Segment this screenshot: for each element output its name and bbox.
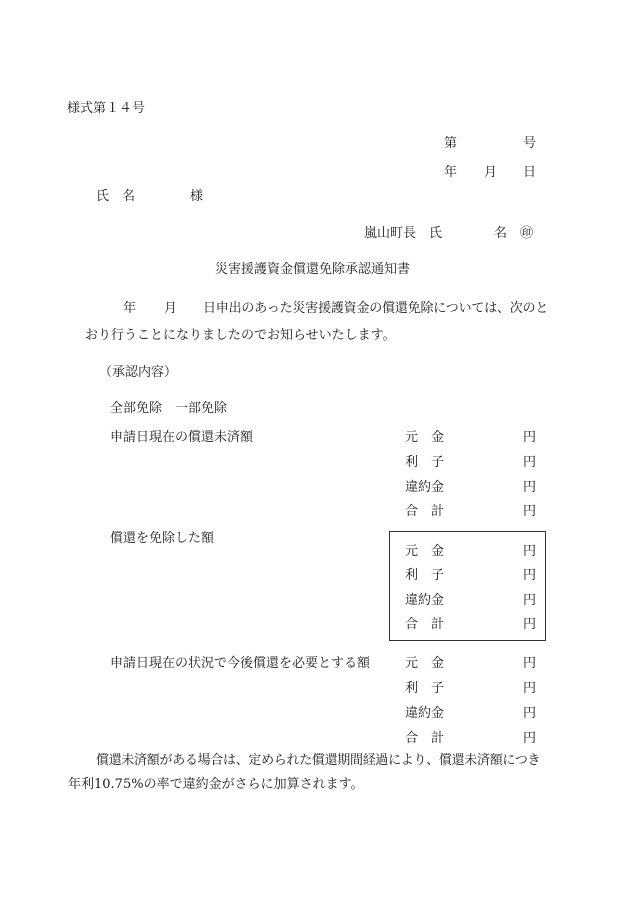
doc-number-go: 号: [523, 136, 537, 151]
unit-yen: 円: [523, 455, 537, 470]
sender-title: 嵐山町長 氏: [364, 226, 443, 241]
unit-yen: 円: [523, 593, 537, 608]
body-month: 月: [164, 301, 178, 316]
unit-yen: 円: [523, 568, 537, 583]
unit-yen: 円: [523, 480, 537, 495]
addressee-honorific: 様: [190, 189, 204, 204]
date-year: 年: [444, 165, 458, 180]
approval-heading: （承認内容）: [99, 365, 178, 380]
body-year: 年: [123, 301, 137, 316]
section-label-exempted: 償還を免除した額: [110, 531, 215, 546]
item-penalty: 違約金: [405, 480, 445, 495]
unit-yen: 円: [523, 504, 537, 519]
body-line-2: おり行うことになりましたのでお知らせいたします。: [85, 328, 396, 343]
item-principal: 元 金: [405, 656, 445, 671]
unit-yen: 円: [523, 430, 537, 445]
date-month: 月: [484, 165, 498, 180]
item-total: 合 計: [405, 617, 445, 632]
body-line-1: 日申出のあった災害援護資金の償還免除については、次のと: [203, 301, 549, 316]
item-interest: 利 子: [405, 568, 445, 583]
exemption-options: 全部免除 一部免除: [110, 401, 228, 416]
item-penalty: 違約金: [405, 593, 445, 608]
unit-yen: 円: [523, 617, 537, 632]
doc-number-dai: 第: [444, 136, 458, 151]
form-number: 様式第１４号: [67, 101, 146, 116]
unit-yen: 円: [523, 706, 537, 721]
sender-name-label: 名: [494, 226, 508, 241]
unit-yen: 円: [523, 656, 537, 671]
note-line-1: 償還未済額がある場合は、定められた償還期間経過により、償還未済額につき: [96, 753, 541, 768]
item-principal: 元 金: [405, 544, 445, 559]
unit-yen: 円: [523, 731, 537, 746]
item-interest: 利 子: [405, 681, 445, 696]
item-total: 合 計: [405, 731, 445, 746]
unit-yen: 円: [523, 544, 537, 559]
document-title: 災害援護資金償還免除承認通知書: [215, 262, 411, 277]
item-penalty: 違約金: [405, 706, 445, 721]
date-day: 日: [523, 165, 537, 180]
item-interest: 利 子: [405, 455, 445, 470]
section-label-remaining: 申請日現在の状況で今後償還を必要とする額: [110, 656, 371, 671]
item-principal: 元 金: [405, 430, 445, 445]
unit-yen: 円: [523, 681, 537, 696]
note-line-2: 年利10.75%の率で違約金がさらに加算されます。: [68, 777, 364, 792]
section-label-outstanding: 申請日現在の償還未済額: [110, 430, 254, 445]
addressee-name-label: 氏 名: [96, 189, 136, 204]
seal-mark: ㊞: [520, 226, 534, 241]
item-total: 合 計: [405, 504, 445, 519]
